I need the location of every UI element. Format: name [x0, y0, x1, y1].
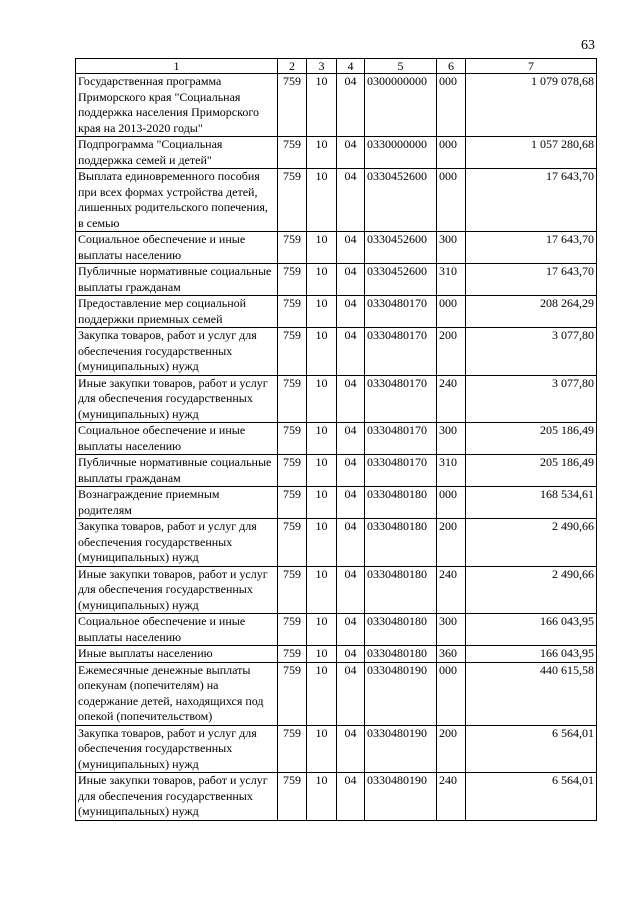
table-row — [76, 296, 597, 328]
page-number: 63 — [581, 38, 595, 53]
row-name: Предоставление мер социальной поддержки приемных семей — [76, 296, 278, 328]
row-code-3: 10 — [307, 566, 337, 614]
row-code-6: 000 — [437, 169, 466, 232]
row-code-6: 300 — [437, 232, 466, 264]
row-code-6: 000 — [437, 296, 466, 328]
table-body — [76, 74, 597, 821]
row-amount: 208 264,29 — [466, 296, 597, 328]
row-code-4: 04 — [337, 614, 365, 646]
row-code-3: 10 — [307, 487, 337, 519]
row-code-6: 200 — [437, 725, 466, 773]
row-code-5: 0330452600 — [365, 232, 437, 264]
column-header: 2 — [278, 59, 307, 74]
row-code-2: 759 — [278, 169, 307, 232]
row-amount: 3 077,80 — [466, 328, 597, 376]
table-row — [76, 137, 597, 169]
row-code-6: 000 — [437, 74, 466, 137]
row-code-4: 04 — [337, 74, 365, 137]
row-code-3: 10 — [307, 375, 337, 423]
row-code-2: 759 — [278, 662, 307, 725]
row-code-5: 0330480180 — [365, 566, 437, 614]
column-header: 3 — [307, 59, 337, 74]
row-name: Закупка товаров, работ и услуг для обеспечения государственных (муниципальных) нужд — [76, 725, 278, 773]
row-amount: 166 043,95 — [466, 646, 597, 663]
table-header-row — [76, 59, 597, 74]
row-code-5: 0330480180 — [365, 519, 437, 567]
table-row — [76, 423, 597, 455]
row-code-5: 0330480180 — [365, 614, 437, 646]
row-code-2: 759 — [278, 74, 307, 137]
row-name: Публичные нормативные социальные выплаты гражданам — [76, 455, 278, 487]
table-row — [76, 169, 597, 232]
row-code-6: 300 — [437, 423, 466, 455]
table-row — [76, 646, 597, 663]
row-code-6: 000 — [437, 662, 466, 725]
row-name: Закупка товаров, работ и услуг для обеспечения государственных (муниципальных) нужд — [76, 328, 278, 376]
row-name: Иные выплаты населению — [76, 646, 278, 663]
row-name: Ежемесячные денежные выплаты опекунам (попечителям) на содержание детей, находящихся под опекой (попечительством) — [76, 662, 278, 725]
row-code-3: 10 — [307, 74, 337, 137]
row-code-5: 0330480170 — [365, 328, 437, 376]
row-amount: 17 643,70 — [466, 232, 597, 264]
row-code-4: 04 — [337, 646, 365, 663]
row-code-4: 04 — [337, 487, 365, 519]
table-row — [76, 662, 597, 725]
table-row — [76, 232, 597, 264]
row-code-6: 360 — [437, 646, 466, 663]
row-code-3: 10 — [307, 455, 337, 487]
column-header: 4 — [337, 59, 365, 74]
row-code-3: 10 — [307, 232, 337, 264]
row-code-2: 759 — [278, 566, 307, 614]
row-code-5: 0330452600 — [365, 169, 437, 232]
budget-table — [75, 58, 597, 821]
row-code-3: 10 — [307, 662, 337, 725]
row-code-5: 0330480170 — [365, 423, 437, 455]
row-code-4: 04 — [337, 169, 365, 232]
row-code-2: 759 — [278, 296, 307, 328]
row-code-5: 0330480190 — [365, 725, 437, 773]
row-code-5: 0330480170 — [365, 296, 437, 328]
row-code-5: 0330480170 — [365, 375, 437, 423]
row-code-4: 04 — [337, 296, 365, 328]
row-code-3: 10 — [307, 773, 337, 821]
row-name: Публичные нормативные социальные выплаты гражданам — [76, 264, 278, 296]
row-name: Выплата единовременного пособия при всех формах устройства детей, лишенных родительского попечения, в семью — [76, 169, 278, 232]
row-code-5: 0300000000 — [365, 74, 437, 137]
row-code-6: 240 — [437, 375, 466, 423]
row-name: Социальное обеспечение и иные выплаты населению — [76, 232, 278, 264]
row-code-6: 300 — [437, 614, 466, 646]
row-code-2: 759 — [278, 375, 307, 423]
table-row — [76, 455, 597, 487]
row-code-4: 04 — [337, 455, 365, 487]
row-amount: 205 186,49 — [466, 423, 597, 455]
row-amount: 6 564,01 — [466, 725, 597, 773]
row-code-3: 10 — [307, 423, 337, 455]
row-code-4: 04 — [337, 662, 365, 725]
table-row — [76, 487, 597, 519]
row-name: Иные закупки товаров, работ и услуг для обеспечения государственных (муниципальных) нужд — [76, 773, 278, 821]
row-code-5: 0330000000 — [365, 137, 437, 169]
row-code-5: 0330452600 — [365, 264, 437, 296]
row-code-6: 240 — [437, 773, 466, 821]
row-amount: 3 077,80 — [466, 375, 597, 423]
row-code-6: 000 — [437, 487, 466, 519]
column-header: 1 — [76, 59, 278, 74]
row-code-2: 759 — [278, 264, 307, 296]
row-amount: 168 534,61 — [466, 487, 597, 519]
row-code-4: 04 — [337, 725, 365, 773]
row-name: Подпрограмма "Социальная поддержка семей и детей" — [76, 137, 278, 169]
table-row — [76, 519, 597, 567]
row-code-3: 10 — [307, 296, 337, 328]
table-row — [76, 375, 597, 423]
row-code-3: 10 — [307, 519, 337, 567]
row-code-3: 10 — [307, 725, 337, 773]
row-amount: 205 186,49 — [466, 455, 597, 487]
row-code-4: 04 — [337, 773, 365, 821]
row-code-4: 04 — [337, 519, 365, 567]
table-row — [76, 725, 597, 773]
row-code-2: 759 — [278, 232, 307, 264]
column-header: 7 — [466, 59, 597, 74]
row-amount: 2 490,66 — [466, 519, 597, 567]
row-amount: 6 564,01 — [466, 773, 597, 821]
table-row — [76, 328, 597, 376]
row-code-6: 200 — [437, 328, 466, 376]
row-code-2: 759 — [278, 773, 307, 821]
row-code-6: 240 — [437, 566, 466, 614]
row-code-6: 310 — [437, 264, 466, 296]
row-code-6: 000 — [437, 137, 466, 169]
row-code-4: 04 — [337, 423, 365, 455]
row-code-3: 10 — [307, 137, 337, 169]
table-row — [76, 74, 597, 137]
table-row — [76, 264, 597, 296]
row-code-2: 759 — [278, 423, 307, 455]
row-amount: 2 490,66 — [466, 566, 597, 614]
row-name: Иные закупки товаров, работ и услуг для обеспечения государственных (муниципальных) нужд — [76, 566, 278, 614]
row-code-6: 310 — [437, 455, 466, 487]
row-code-3: 10 — [307, 328, 337, 376]
row-code-3: 10 — [307, 614, 337, 646]
row-code-2: 759 — [278, 646, 307, 663]
row-name: Социальное обеспечение и иные выплаты населению — [76, 423, 278, 455]
row-code-5: 0330480190 — [365, 773, 437, 821]
row-code-4: 04 — [337, 328, 365, 376]
row-code-2: 759 — [278, 725, 307, 773]
row-code-3: 10 — [307, 646, 337, 663]
column-header: 6 — [437, 59, 466, 74]
row-code-4: 04 — [337, 137, 365, 169]
row-code-3: 10 — [307, 169, 337, 232]
row-code-2: 759 — [278, 328, 307, 376]
row-code-2: 759 — [278, 455, 307, 487]
row-name: Иные закупки товаров, работ и услуг для обеспечения государственных (муниципальных) нужд — [76, 375, 278, 423]
row-name: Закупка товаров, работ и услуг для обеспечения государственных (муниципальных) нужд — [76, 519, 278, 567]
row-code-4: 04 — [337, 566, 365, 614]
row-name: Социальное обеспечение и иные выплаты населению — [76, 614, 278, 646]
row-amount: 1 057 280,68 — [466, 137, 597, 169]
row-amount: 17 643,70 — [466, 169, 597, 232]
row-code-6: 200 — [437, 519, 466, 567]
row-code-3: 10 — [307, 264, 337, 296]
row-code-4: 04 — [337, 264, 365, 296]
row-amount: 1 079 078,68 — [466, 74, 597, 137]
row-code-4: 04 — [337, 232, 365, 264]
row-code-2: 759 — [278, 519, 307, 567]
row-name: Государственная программа Приморского края "Социальная поддержка населения Приморского края на 2013-2020 годы" — [76, 74, 278, 137]
row-code-2: 759 — [278, 487, 307, 519]
row-code-5: 0330480190 — [365, 662, 437, 725]
row-amount: 166 043,95 — [466, 614, 597, 646]
row-name: Вознаграждение приемным родителям — [76, 487, 278, 519]
table-row — [76, 566, 597, 614]
row-code-4: 04 — [337, 375, 365, 423]
table-row — [76, 773, 597, 821]
row-amount: 440 615,58 — [466, 662, 597, 725]
row-code-2: 759 — [278, 137, 307, 169]
table-row — [76, 614, 597, 646]
column-header: 5 — [365, 59, 437, 74]
row-code-5: 0330480180 — [365, 487, 437, 519]
row-code-5: 0330480170 — [365, 455, 437, 487]
row-code-2: 759 — [278, 614, 307, 646]
row-amount: 17 643,70 — [466, 264, 597, 296]
row-code-5: 0330480180 — [365, 646, 437, 663]
